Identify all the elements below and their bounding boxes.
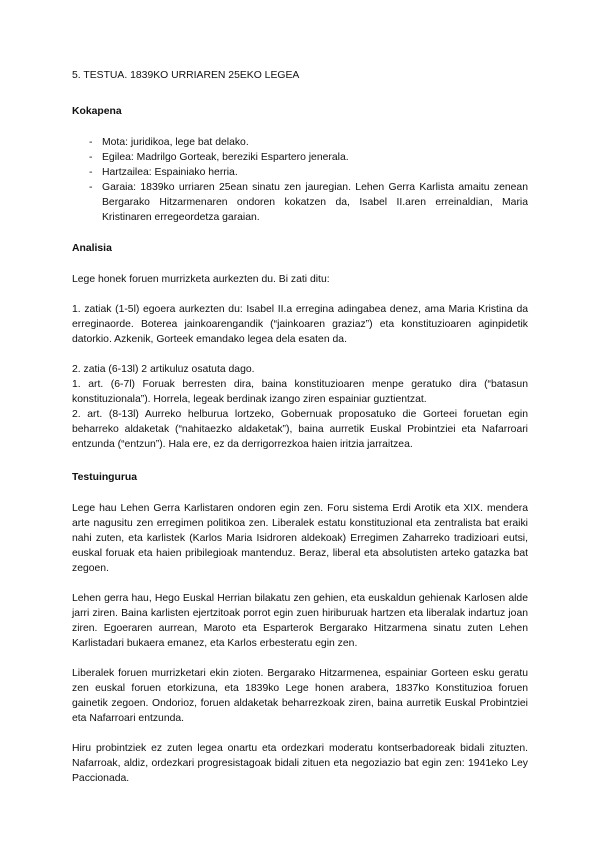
section-heading-testuingurua: Testuingurua bbox=[72, 472, 138, 483]
list-item: - Hartzailea: Espainiako herria. bbox=[90, 165, 528, 180]
list-item: - Mota: juridikoa, lege bat delako. bbox=[90, 135, 528, 150]
analisia-intro: Lege honek foruen murrizketa aurkezten du. Bi zati ditu: bbox=[72, 274, 330, 285]
testuingurua-paragraph: Lege hau Lehen Gerra Karlistaren ondoren egin zen. Foru sistema Erdi Arotik eta XIX. mendera arte nagusitu zen erregimen politikoa zen. Liberalek estatu konstituzional eta zentralista bat eraiki nahi zuten, eta karlistek (Karlos Maria Isidroren aldekoak) Erregimen Zaharreko tradizioari eutsi, euskal foruak eta haien pribilegioak mantenduz. Beraz, liberal eta absolutisten arteko gatazka bat zegoen. bbox=[72, 503, 528, 574]
analisia-art-1: 1. art. (6-7l) Foruak berresten dira, baina konstituzioaren menpe geratuko dira (“batasun konstituzionala”). Horrela, legeak berdinak izango ziren espainiar guztientzat. bbox=[72, 379, 528, 405]
analisia-art-2: 2. art. (8-13l) Aurreko helburua lortzeko, Gobernuak proposatuko die Gorteei foruetan egin beharreko aldaketak (“nahitaezko aldaketak”), baina aurretik Euskal Probintziei eta Nafarroari entzunda (“entzun”). Hala ere, ez da derrigorrezkoa haien iritzia jarraitzea. bbox=[72, 409, 528, 450]
analisia-zatia-2-intro: 2. zatia (6-13l) 2 artikuluz osatuta dago. bbox=[72, 364, 255, 375]
testuingurua-paragraph: Lehen gerra hau, Hego Euskal Herrian bilakatu zen gehien, eta euskaldun gehienak Karlosen alde jarri ziren. Baina karlisten ejertzitoak porrot egin zuen hiriburuak hartzen eta liberalak indartuz joan ziren. Egoeraren aurrean, Maroto eta Esparterok Bergarako Hitzarmena sinatu zuten Lehen Karlistadari bukaera emanez, eta Karlos erbesteratu egin zen. bbox=[72, 593, 528, 649]
list-item: - Garaia: 1839ko urriaren 25ean sinatu zen jauregian. Lehen Gerra Karlista amaitu zenean Bergarako Hitzarmenaren ondoren kokatzen da, Isabel II.aren erreinaldian, Maria Kristinaren erregeordetza garaian. bbox=[90, 180, 528, 225]
document-page bbox=[72, 68, 528, 801]
analisia-zatia-1: 1. zatiak (1-5l) egoera aurkezten du: Isabel II.a erregina adingabea denez, ama Maria Kristina da erreginaorde. Boterea jainkoarengandik (“jainkoaren graziaz”) eta konstituzioaren aginpidetik datorkio. Azkenik, Gorteek emandako legea dela esaten da. bbox=[72, 304, 528, 345]
testuingurua-paragraph: Hiru probintziek ez zuten legea onartu eta ordezkari moderatu kontserbadoreak bidali zituzten. Nafarroak, aldiz, ordezkari progresistagoak bidali zituen eta negoziazio bat egin zen: 1941eko Ley Paccionada. bbox=[72, 743, 528, 784]
list-item: - Egilea: Madrilgo Gorteak, bereziki Espartero jenerala. bbox=[90, 150, 528, 165]
kokapena-list bbox=[72, 135, 528, 225]
section-heading-analisia: Analisia bbox=[72, 243, 112, 254]
document-title: 5. TESTUA. 1839KO URRIAREN 25EKO LEGEA bbox=[72, 70, 300, 81]
section-heading-kokapena: Kokapena bbox=[72, 106, 122, 117]
testuingurua-paragraph: Liberalek foruen murrizketari ekin zioten. Bergarako Hitzarmenea, espainiar Gorteen esku geratu zen euskal foruen etorkizuna, eta 1839ko Lege honen arabera, 1837ko Konstituzioa foruen gainetik zegoen. Ondorioz, foruen aldaketak beharrezkoak ziren, baina aurretik Euskal Probintziei eta Nafarroari entzunda. bbox=[72, 668, 528, 724]
